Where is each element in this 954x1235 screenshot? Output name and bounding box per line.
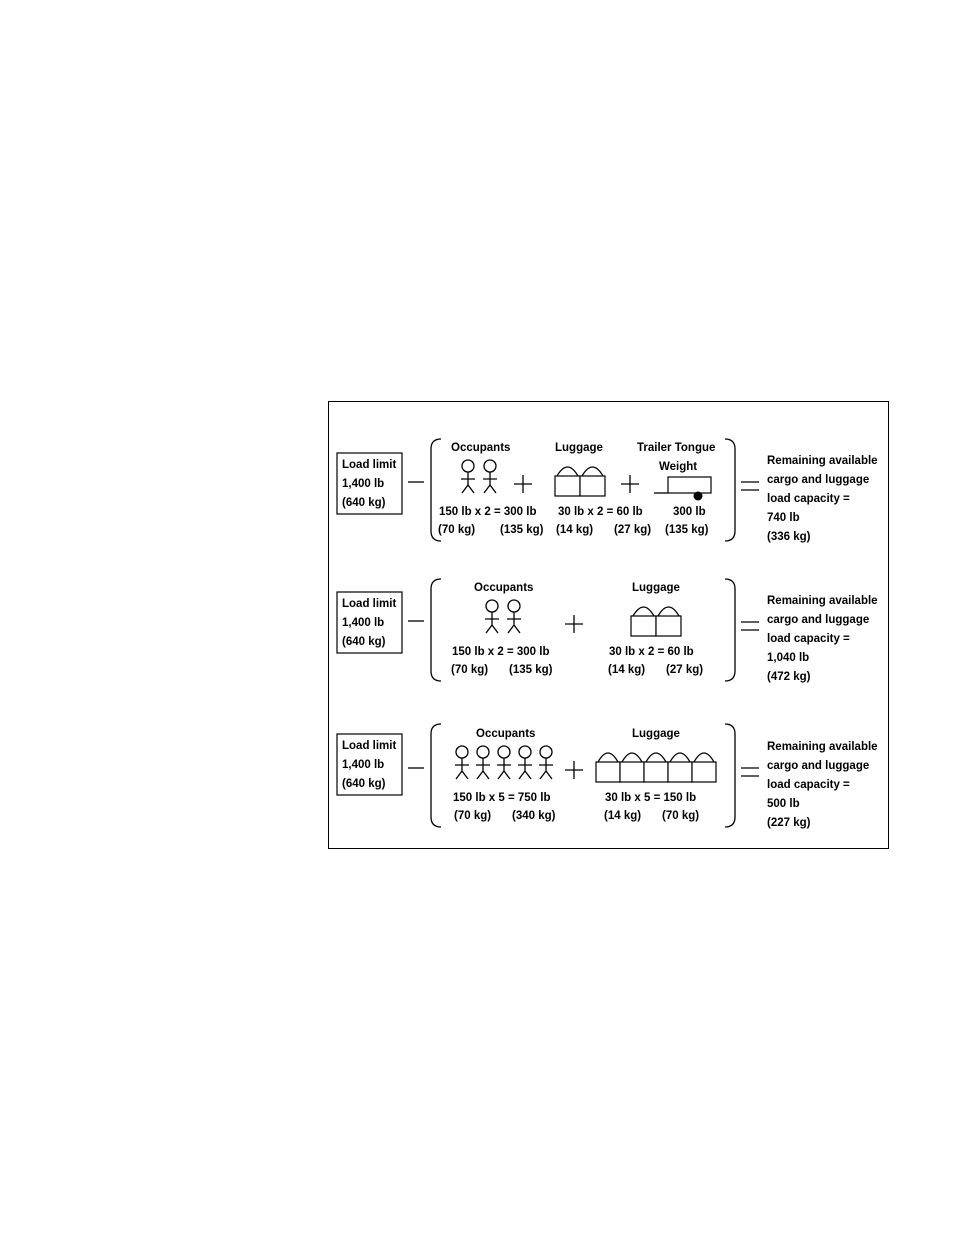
luggage-label: Luggage (632, 728, 680, 740)
load-limit-lb: 1,400 lb (342, 617, 385, 629)
occupants-kg-each: (70 kg) (438, 524, 476, 536)
svg-text:cargo and luggage: cargo and luggage (767, 614, 870, 626)
luggage-formula: 30 lb x 2 = 60 lb (609, 646, 694, 658)
left-bracket (431, 579, 441, 681)
person-icon (497, 746, 511, 779)
luggage-icon (580, 467, 605, 496)
plus-sign (565, 615, 583, 633)
luggage-kg-total: (27 kg) (666, 664, 704, 676)
result-text (767, 741, 878, 829)
trailer-lb: 300 lb (673, 506, 706, 518)
svg-text:Remaining available: Remaining available (767, 741, 878, 753)
luggage-kg-total: (27 kg) (614, 524, 652, 536)
luggage-icon (555, 467, 580, 496)
luggage-kg-each: (14 kg) (604, 810, 642, 822)
luggage-label: Luggage (555, 442, 603, 454)
occupants-kg-total: (135 kg) (500, 524, 544, 536)
diagram-frame (328, 401, 889, 849)
trailer-weight-label: Weight (659, 461, 698, 473)
svg-text:740 lb: 740 lb (767, 512, 800, 524)
person-icon (461, 460, 475, 493)
load-limit-kg: (640 kg) (342, 636, 386, 648)
load-capacity-diagram (329, 402, 890, 850)
svg-text:(472 kg): (472 kg) (767, 671, 811, 683)
load-limit-kg: (640 kg) (342, 778, 386, 790)
occupants-label: Occupants (451, 442, 511, 454)
plus-sign (621, 475, 639, 493)
occupant-icons (455, 746, 553, 779)
row-3 (337, 724, 878, 829)
svg-text:500 lb: 500 lb (767, 798, 800, 810)
person-icon (483, 460, 497, 493)
luggage-icon (656, 607, 681, 636)
luggage-formula: 30 lb x 5 = 150 lb (605, 792, 697, 804)
luggage-icon (596, 753, 620, 782)
luggage-icon (644, 753, 668, 782)
equals-sign (741, 622, 759, 630)
trailer-tongue-icon (654, 477, 711, 501)
row-1 (337, 439, 878, 543)
svg-text:Remaining available: Remaining available (767, 595, 878, 607)
luggage-icon (620, 753, 644, 782)
load-limit-box (337, 734, 402, 795)
load-limit-label: Load limit (342, 598, 397, 610)
luggage-formula: 30 lb x 2 = 60 lb (558, 506, 643, 518)
occupants-formula: 150 lb x 5 = 750 lb (453, 792, 551, 804)
luggage-icon (692, 753, 716, 782)
occupant-icons (485, 600, 521, 633)
load-limit-lb: 1,400 lb (342, 478, 385, 490)
luggage-kg-each: (14 kg) (608, 664, 646, 676)
person-icon (485, 600, 499, 633)
occupants-label: Occupants (474, 582, 534, 594)
svg-text:1,040 lb: 1,040 lb (767, 652, 810, 664)
person-icon (507, 600, 521, 633)
luggage-icons (596, 753, 716, 782)
load-limit-label: Load limit (342, 459, 397, 471)
svg-text:load capacity =: load capacity = (767, 779, 850, 791)
person-icon (455, 746, 469, 779)
svg-text:load capacity =: load capacity = (767, 633, 850, 645)
row-2 (337, 579, 878, 683)
svg-text:(336 kg): (336 kg) (767, 531, 811, 543)
occupants-formula: 150 lb x 2 = 300 lb (439, 506, 537, 518)
luggage-kg-total: (70 kg) (662, 810, 700, 822)
svg-text:Remaining available: Remaining available (767, 455, 878, 467)
occupant-icons (461, 460, 497, 493)
load-limit-box (337, 592, 402, 653)
luggage-label: Luggage (632, 582, 680, 594)
svg-text:cargo and luggage: cargo and luggage (767, 474, 870, 486)
result-text (767, 595, 878, 683)
occupants-label: Occupants (476, 728, 536, 740)
load-limit-kg: (640 kg) (342, 497, 386, 509)
person-icon (476, 746, 490, 779)
load-limit-lb: 1,400 lb (342, 759, 385, 771)
luggage-icon (668, 753, 692, 782)
person-icon (518, 746, 532, 779)
right-bracket (725, 439, 735, 541)
luggage-icon (631, 607, 656, 636)
result-text (767, 455, 878, 543)
plus-sign (514, 475, 532, 493)
person-icon (539, 746, 553, 779)
trailer-kg: (135 kg) (665, 524, 709, 536)
occupants-kg-total: (340 kg) (512, 810, 556, 822)
luggage-kg-each: (14 kg) (556, 524, 594, 536)
svg-text:cargo and luggage: cargo and luggage (767, 760, 870, 772)
occupants-kg-total: (135 kg) (509, 664, 553, 676)
plus-sign (565, 761, 583, 779)
occupants-kg-each: (70 kg) (451, 664, 489, 676)
luggage-icons (555, 467, 605, 496)
svg-text:load capacity =: load capacity = (767, 493, 850, 505)
right-bracket (725, 724, 735, 827)
luggage-icons (631, 607, 681, 636)
left-bracket (431, 724, 441, 827)
trailer-tongue-label: Trailer Tongue (637, 442, 716, 454)
right-bracket (725, 579, 735, 681)
occupants-formula: 150 lb x 2 = 300 lb (452, 646, 550, 658)
equals-sign (741, 768, 759, 776)
load-limit-box (337, 453, 402, 514)
equals-sign (741, 482, 759, 490)
load-limit-label: Load limit (342, 740, 397, 752)
svg-text:(227 kg): (227 kg) (767, 817, 811, 829)
occupants-kg-each: (70 kg) (454, 810, 492, 822)
